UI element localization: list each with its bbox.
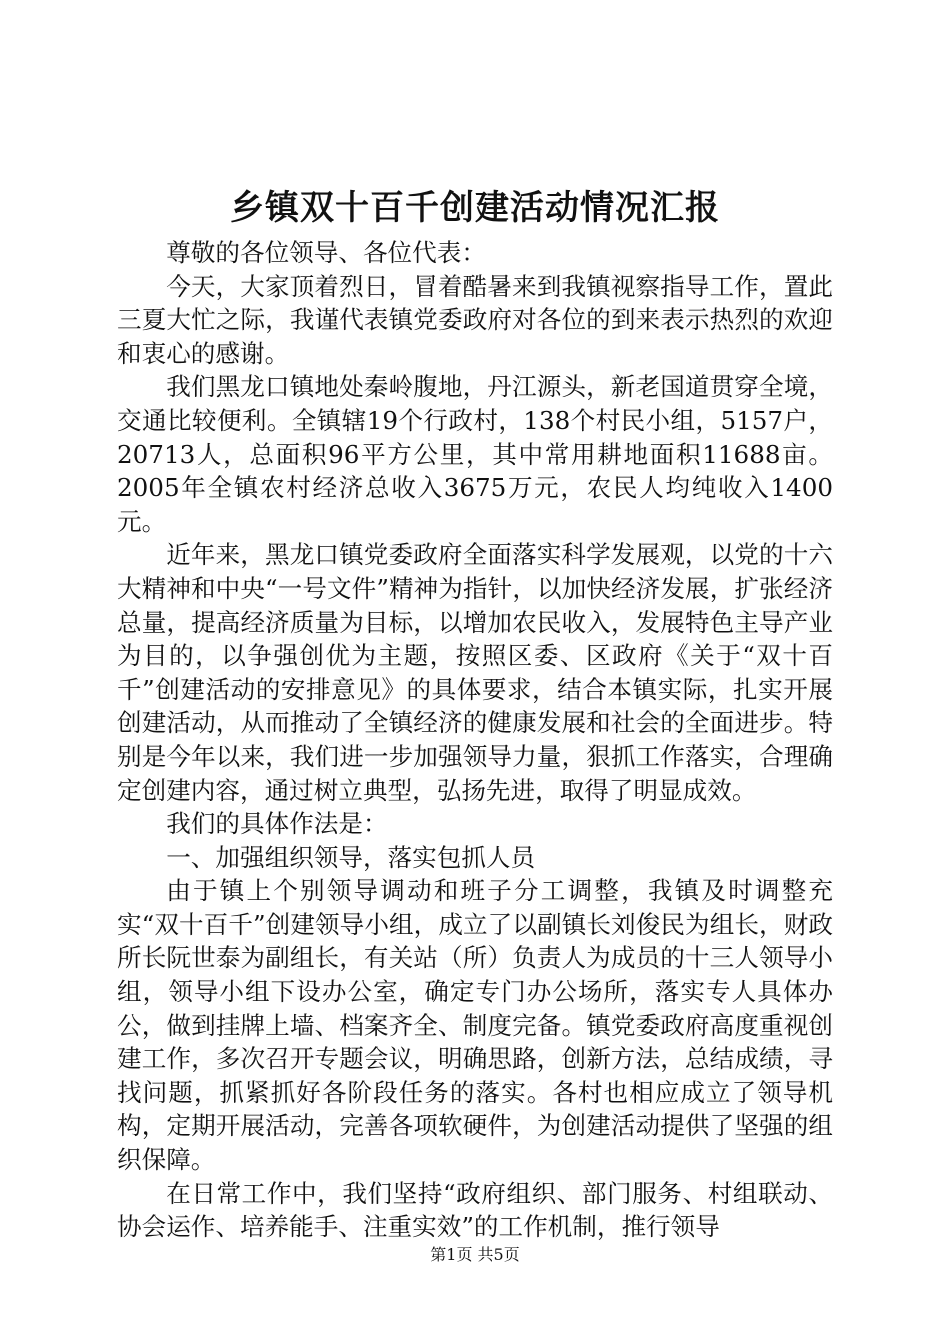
document-body [117,236,833,1244]
body-paragraph: 由于镇上个别领导调动和班子分工调整，我镇及时调整充实“双十百千”创建领导小组，成立了以副镇长刘俊民为组长，财政所长阮世泰为副组长，有关站（所）负责人为成员的十三人领导小组，领导小组下设办公室，确定专门办公场所，落实专人具体办公，做到挂牌上墙、档案齐全、制度完备。镇党委政府高度重视创建工作，多次召开专题会议，明确思路，创新方法，总结成绩，寻找问题，抓紧抓好各阶段任务的落实。各村也相应成立了领导机构，定期开展活动，完善各项软硬件，为创建活动提供了坚强的组织保障。 [117,876,833,1175]
body-paragraph: 我们黑龙口镇地处秦岭腹地，丹江源头，新老国道贯穿全境，交通比较便利。全镇辖19个行政村，138个村民小组，5157户，20713人，总面积96平方公里，其中常用耕地面积11688亩。2005年全镇农村经济总收入3675万元，农民人均纯收入1400元。 [117,372,833,536]
section-heading: 一、加强组织领导，落实包抓人员 [166,842,536,872]
body-paragraph: 在日常工作中，我们坚持“政府组织、部门服务、村组联动、协会运作、培养能手、注重实效”的工作机制，推行领导 [117,1178,833,1242]
body-paragraph: 我们的具体作法是： [166,809,388,839]
page-number-footer: 第1页 共5页 [430,1245,520,1264]
body-paragraph: 今天，大家顶着烈日，冒着酷暑来到我镇视察指导工作，置此三夏大忙之际，我谨代表镇党委政府对各位的到来表示热烈的欢迎和衷心的感谢。 [117,271,833,368]
document-title: 乡镇双十百千创建活动情况汇报 [230,188,720,228]
body-paragraph: 近年来，黑龙口镇党委政府全面落实科学发展观，以党的十六大精神和中央“一号文件”精神为指针，以加快经济发展，扩张经济总量，提高经济质量为目标，以增加农民收入，发展特色主导产业为目的，以争强创优为主题，按照区委、区政府《关于“双十百千”创建活动的安排意见》的具体要求，结合本镇实际，扎实开展创建活动，从而推动了全镇经济的健康发展和社会的全面进步。特别是今年以来，我们进一步加强领导力量，狠抓工作落实，合理确定创建内容，通过树立典型，弘扬先进，取得了明显成效。 [117,540,833,805]
salutation-paragraph: 尊敬的各位领导、各位代表： [166,238,486,267]
